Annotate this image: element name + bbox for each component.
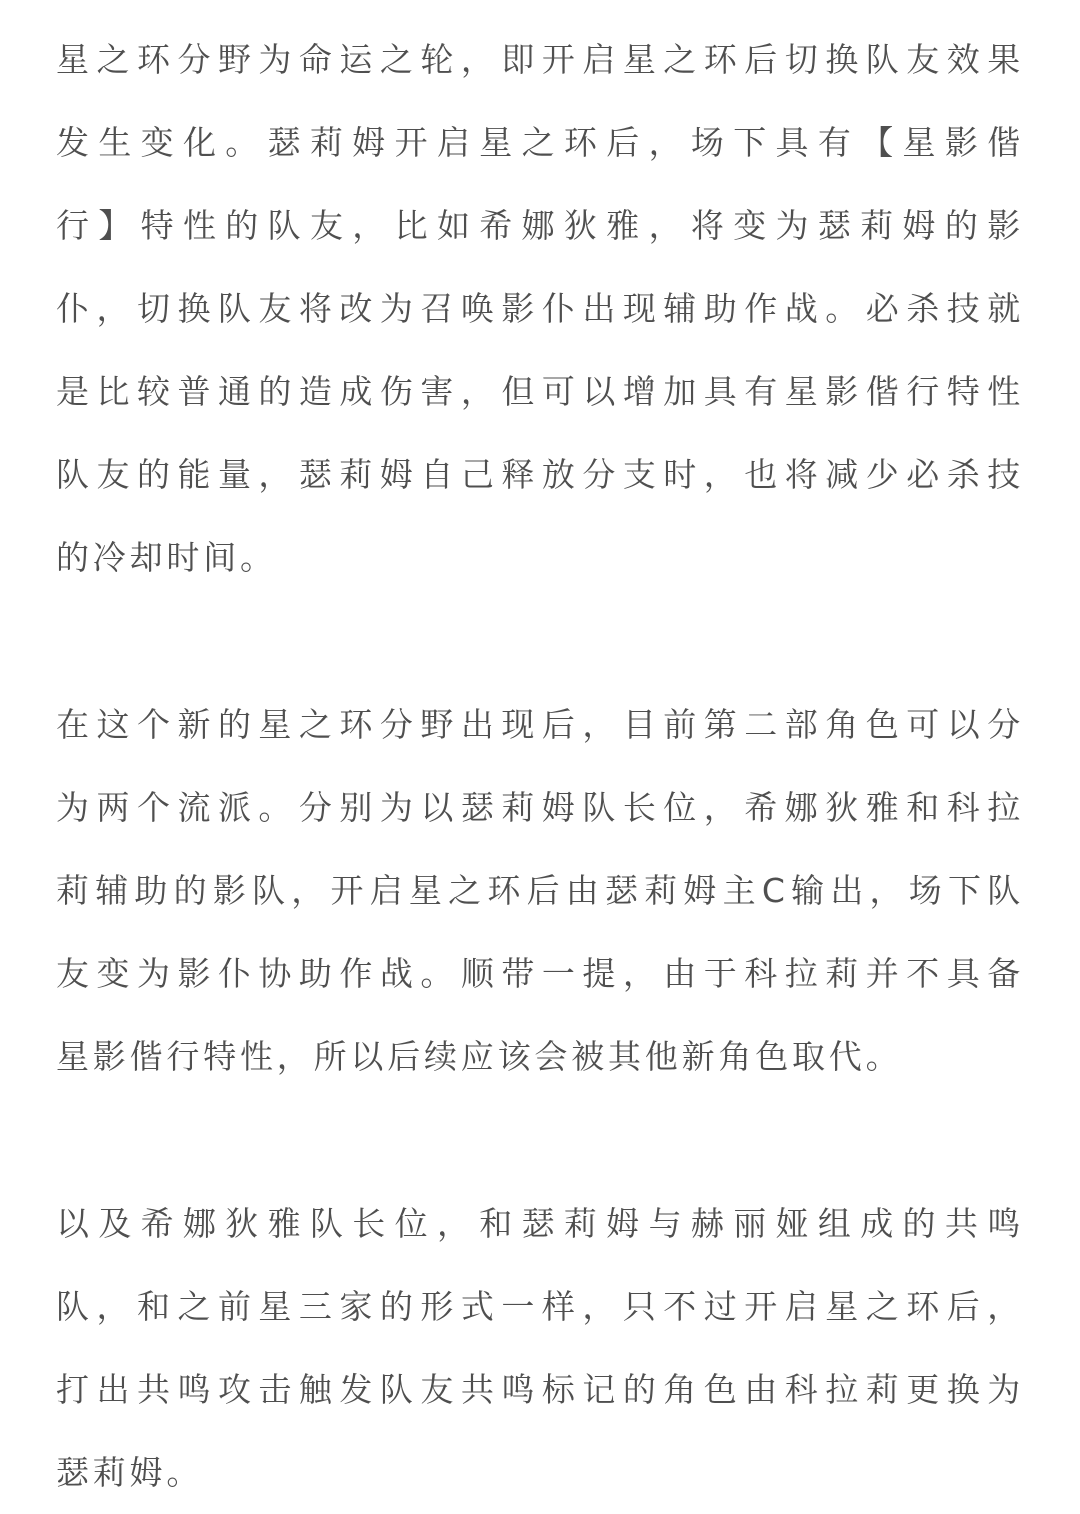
paragraph-spacer xyxy=(56,1098,1024,1182)
text-line: 仆，切换队友将改为召唤影仆出现辅助作战。必杀技就 xyxy=(56,289,1024,328)
paragraph-resonance-team xyxy=(56,1182,1024,1514)
text-line: 以及希娜狄雅队长位，和瑟莉姆与赫丽娅组成的共鸣 xyxy=(56,1204,1024,1243)
text-line: 打出共鸣攻击触发队友共鸣标记的角色由科拉莉更换为 xyxy=(56,1370,1024,1409)
paragraph-shadow-team xyxy=(56,683,1024,1098)
text-line: 星影偕行特性，所以后续应该会被其他新角色取代。 xyxy=(56,1037,903,1076)
article-body xyxy=(56,18,1024,1514)
text-line: 发生变化。瑟莉姆开启星之环后，场下具有【星影偕 xyxy=(56,123,1024,162)
text-line: 友变为影仆协助作战。顺带一提，由于科拉莉并不具备 xyxy=(56,954,1024,993)
paragraph-star-ring xyxy=(56,18,1024,599)
text-line: 是比较普通的造成伤害，但可以增加具有星影偕行特性 xyxy=(56,372,1024,411)
text-line: 瑟莉姆。 xyxy=(56,1453,204,1492)
text-line: 行】特性的队友，比如希娜狄雅，将变为瑟莉姆的影 xyxy=(56,206,1024,245)
text-line: 星之环分野为命运之轮，即开启星之环后切换队友效果 xyxy=(56,40,1024,79)
paragraph-spacer xyxy=(56,599,1024,683)
text-line: 队友的能量，瑟莉姆自己释放分支时，也将减少必杀技 xyxy=(56,455,1024,494)
text-line: 队，和之前星三家的形式一样，只不过开启星之环后， xyxy=(56,1287,1024,1326)
text-line: 的冷却时间。 xyxy=(56,538,277,577)
text-line: 莉辅助的影队，开启星之环后由瑟莉姆主C输出，场下队 xyxy=(56,871,1024,910)
text-line: 在这个新的星之环分野出现后，目前第二部角色可以分 xyxy=(56,705,1024,744)
text-line: 为两个流派。分别为以瑟莉姆队长位，希娜狄雅和科拉 xyxy=(56,788,1024,827)
